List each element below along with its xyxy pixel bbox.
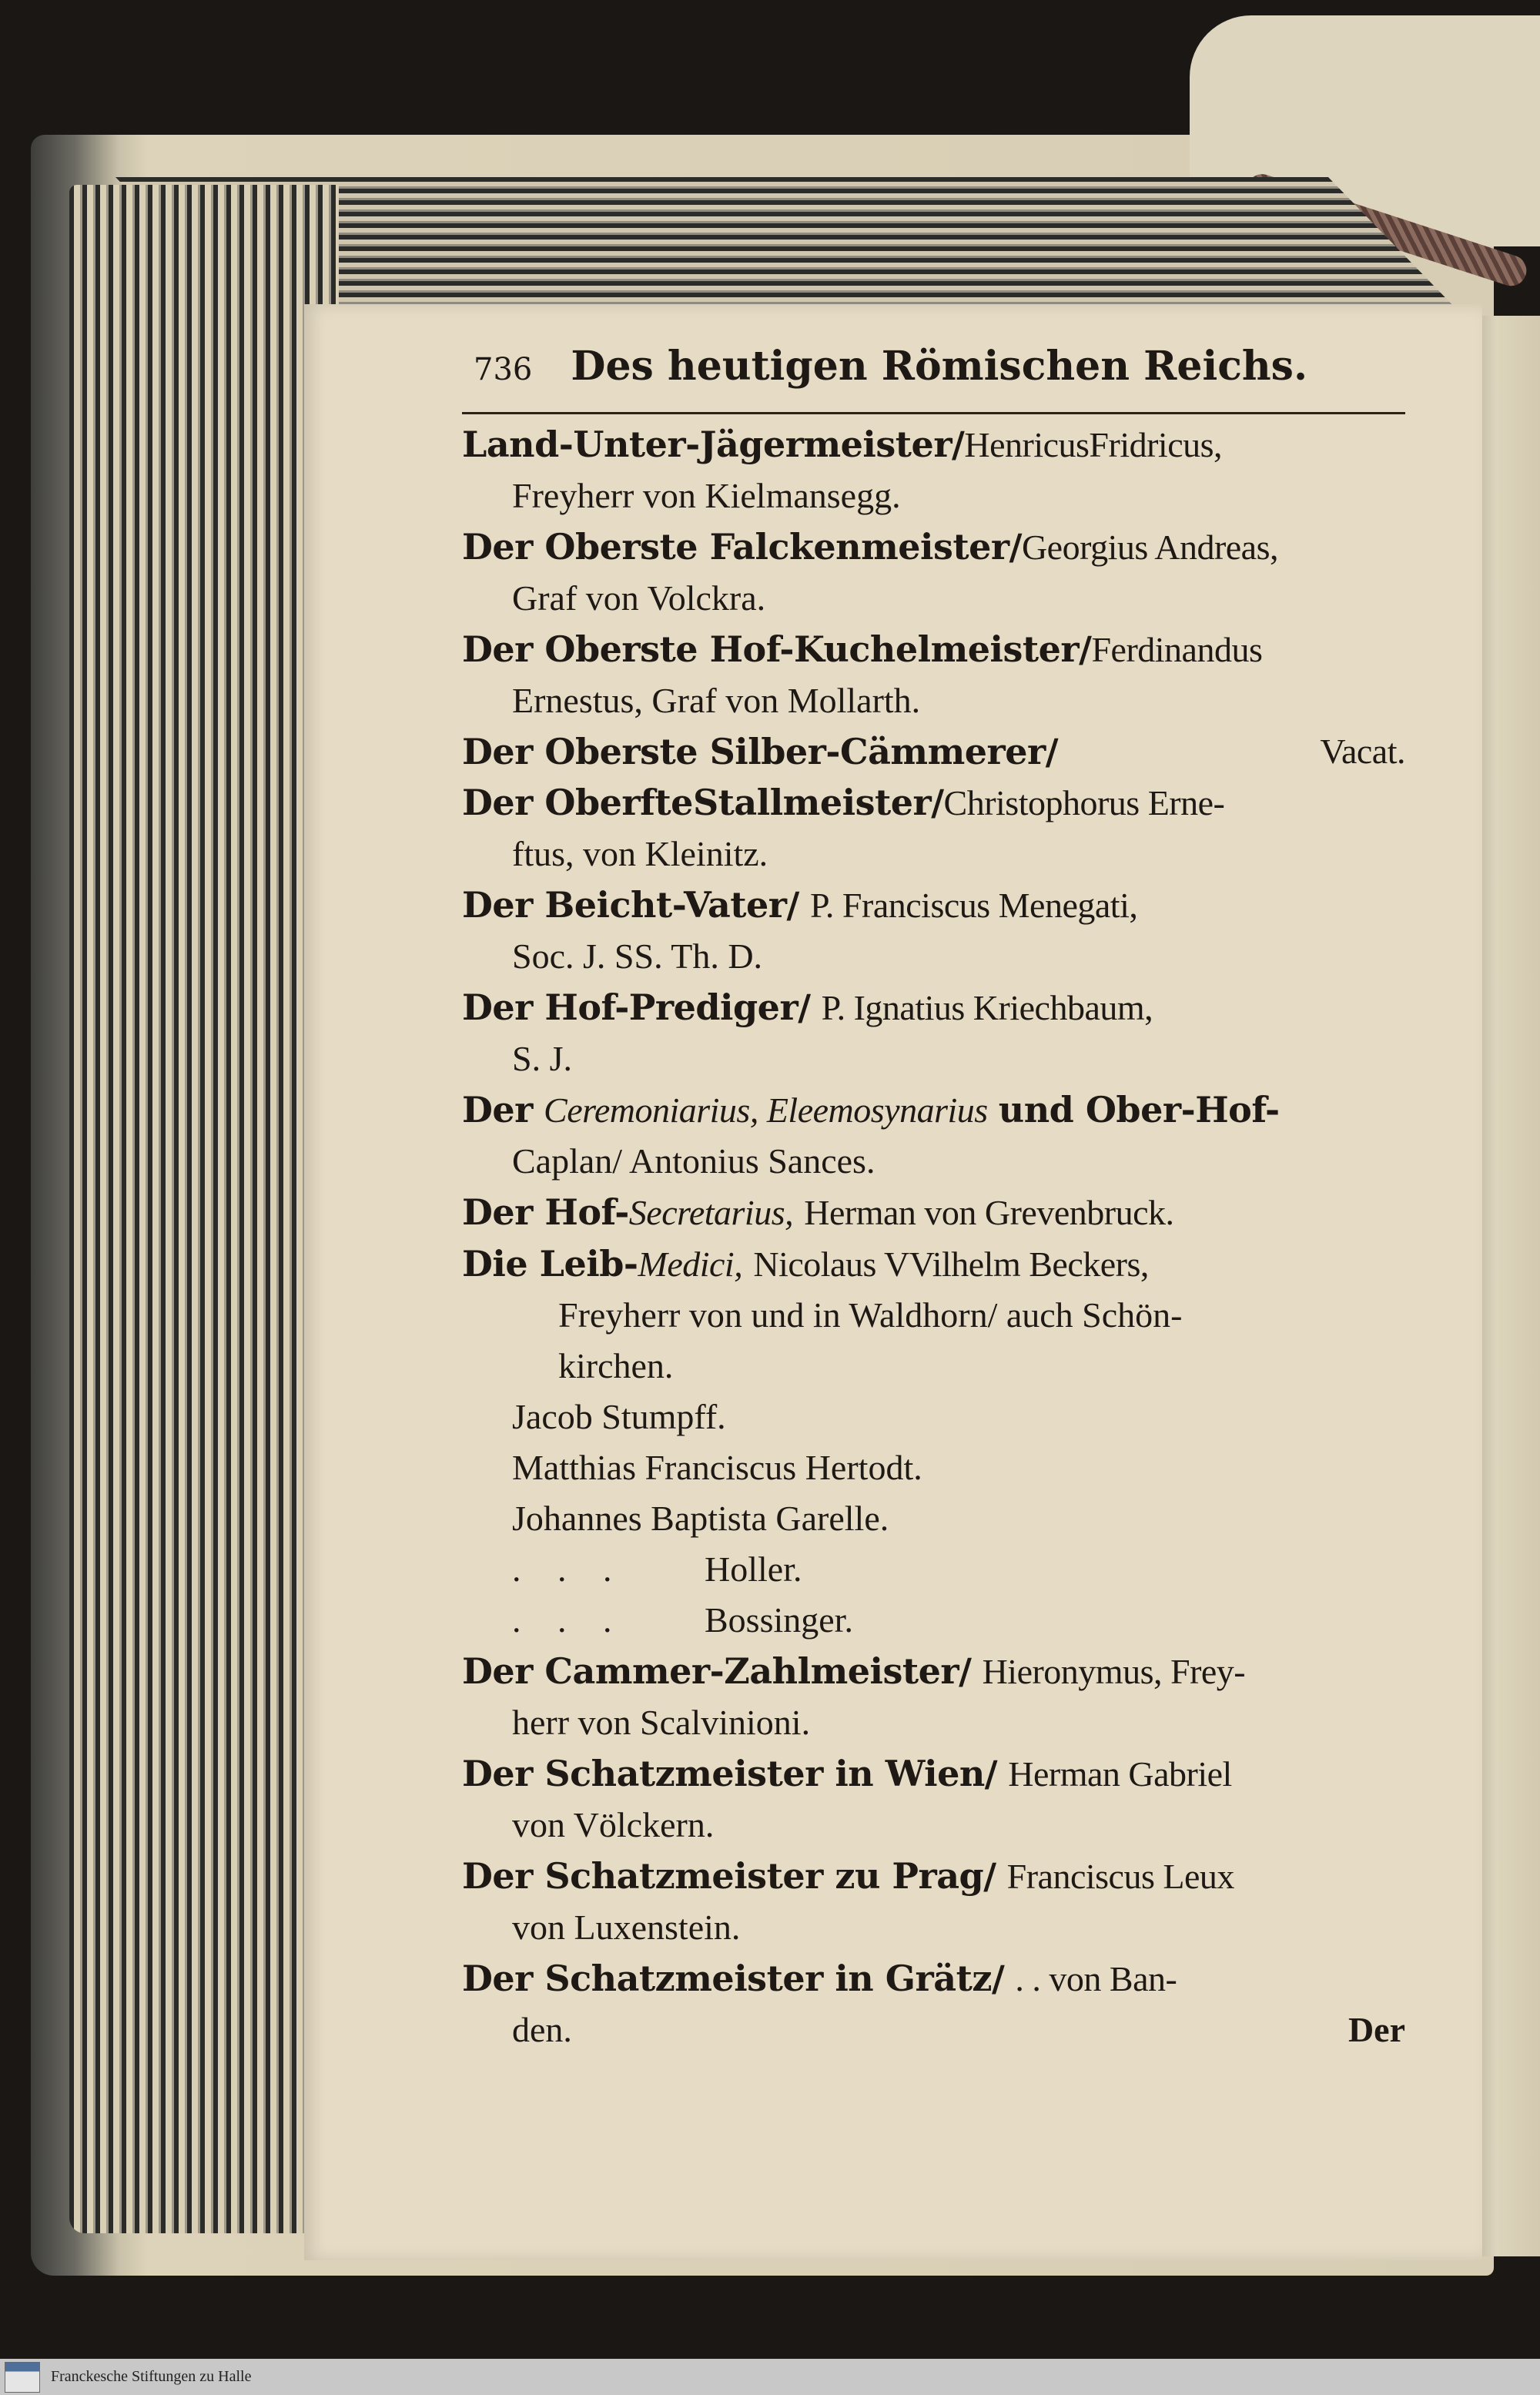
physician-name: Jacob Stumpff. (512, 1397, 726, 1436)
entry-continuation: S. J. (512, 1039, 572, 1078)
entry-continuation: den. (512, 2010, 572, 2049)
entry-continuation: Soc. J. SS. Th. D. (512, 936, 763, 976)
entry-continuation: herr von Scalvinioni. (512, 1703, 811, 1742)
institution-name: Franckesche Stiftungen zu Halle (51, 2368, 252, 2385)
entry: Der Oberste Silber-Cämmerer/ Vacat. (462, 726, 1405, 777)
institution-logo-icon (5, 2362, 40, 2393)
entry: Der Oberste Hof-Kuchelmeister/Ferdinandus (462, 628, 1263, 670)
entry: Der Cammer-Zahlmeister/ Hieronymus, Frey- (462, 1650, 1246, 1692)
page-header (462, 343, 1405, 414)
physician-name: . . . Bossinger. (512, 1600, 853, 1640)
entry-continuation: Graf von Volckra. (512, 578, 766, 618)
entry-continuation: von Völckern. (512, 1805, 715, 1844)
entry-continuation: kirchen. (558, 1346, 674, 1385)
entry: Der Schatzmeister in Wien/ Herman Gabriel (462, 1753, 1232, 1794)
entry-continuation: ftus, von Kleinitz. (512, 834, 768, 873)
page-text (462, 343, 1405, 2055)
entry: Der Ceremoniarius, Eleemosynarius und Ober-Hof- (462, 1089, 1280, 1131)
entry: Land-Unter-Jägermeister/HenricusFridricus, (462, 424, 1223, 465)
running-head: Des heutigen Römischen Reichs. (571, 343, 1308, 390)
entry: Der Hof-Secretarius, Herman von Grevenbruck. (462, 1191, 1174, 1233)
entry-continuation: Freyherr von Kielmansegg. (512, 476, 901, 515)
entry: Der OberfteStallmeister/Christophorus Erne- (462, 782, 1225, 823)
entry-continuation: Caplan/ Antonius Sances. (512, 1141, 875, 1181)
physician-name: Johannes Baptista Garelle. (512, 1499, 889, 1538)
entry-continuation: Freyherr von und in Waldhorn/ auch Schön- (558, 1295, 1183, 1335)
page-edges-left (69, 185, 339, 2233)
catchword: Der (1348, 2010, 1405, 2049)
entry-continuation: von Luxenstein. (512, 1908, 741, 1947)
entry: Der Oberste Falckenmeister/Georgius Andreas, (462, 526, 1278, 568)
physician-name: . . . Holler. (512, 1549, 802, 1589)
entry: Der Schatzmeister in Grätz/ . . von Ban- (462, 1958, 1177, 1999)
entry: Die Leib-Medici, Nicolaus VVilhelm Beckers, (462, 1243, 1149, 1285)
last-line (462, 2005, 1405, 2055)
page-number: 736 (474, 352, 533, 387)
entry: Der Schatzmeister zu Prag/ Franciscus Leux (462, 1855, 1234, 1897)
entry: Der Beicht-Vater/ P. Franciscus Menegati, (462, 884, 1138, 926)
vacat-label: Vacat. (1320, 732, 1405, 771)
entry: Der Hof-Prediger/ P. Ignatius Kriechbaum, (462, 986, 1153, 1028)
entry-continuation: Ernestus, Graf von Mollarth. (512, 681, 921, 720)
physician-name: Matthias Franciscus Hertodt. (512, 1448, 922, 1487)
footer-bar (0, 2359, 1540, 2395)
